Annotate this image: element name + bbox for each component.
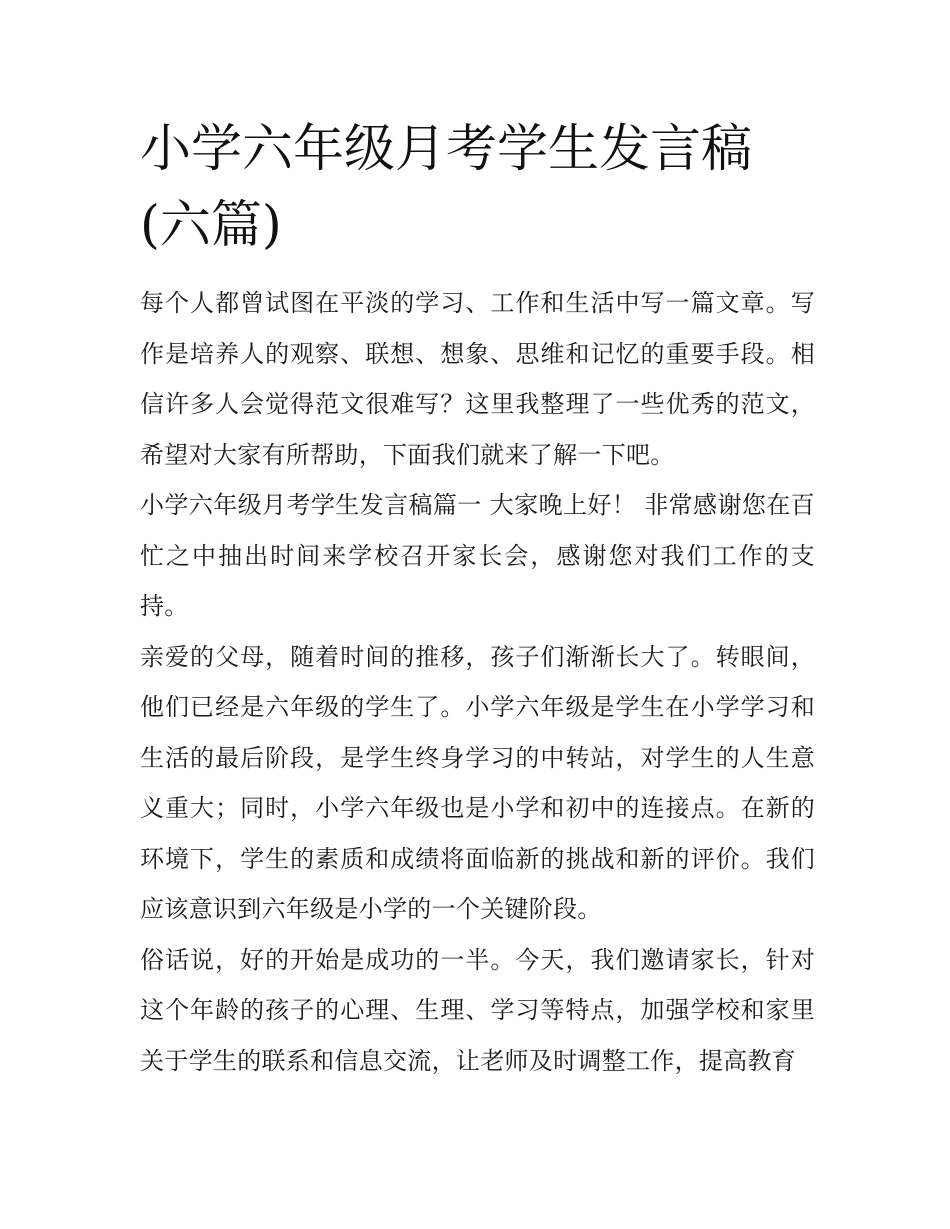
document-body: [140, 278, 815, 1086]
page-title: 小学六年级月考学生发言稿(六篇): [140, 120, 753, 255]
paragraph-intro: 每个人都曾试图在平淡的学习、工作和生活中写一篇文章。写作是培养人的观察、联想、想象、思维和记忆的重要手段。相信许多人会觉得范文很难写？这里我整理了一些优秀的范文，希望对大家有所帮助，下面我们就来了解一下吧。: [140, 289, 815, 469]
paragraph-sixth-grade: 亲爱的父母，随着时间的推移，孩子们渐渐长大了。转眼间，他们已经是六年级的学生了。小学六年级是学生在小学学习和生活的最后阶段，是学生终身学习的中转站，对学生的人生意义重大；同时，小学六年级也是小学和初中的连接点。在新的环境下，学生的素质和成绩将面临新的挑战和新的评价。我们应该意识到六年级是小学的一个关键阶段。: [140, 642, 815, 923]
paragraph-speech-opening: 小学六年级月考学生发言稿篇一 大家晚上好！ 非常感谢您在百忙之中抽出时间来学校召开家长会，感谢您对我们工作的支持。: [140, 491, 815, 620]
paragraph-good-start: 俗话说，好的开始是成功的一半。今天，我们邀请家长，针对这个年龄的孩子的心理、生理、学习等特点，加强学校和家里关于学生的联系和信息交流，让老师及时调整工作，提高教育: [140, 945, 815, 1075]
